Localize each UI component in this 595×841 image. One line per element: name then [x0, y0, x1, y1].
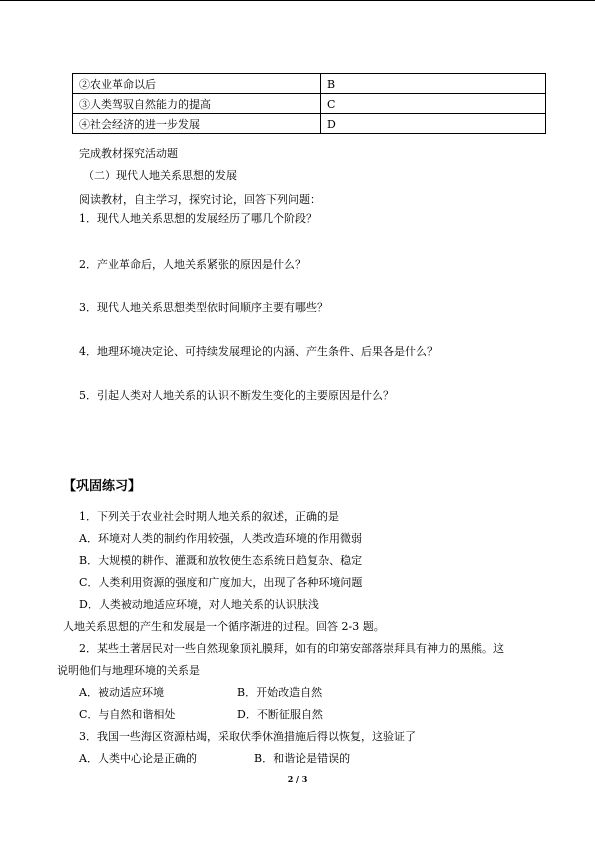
exercise-1-option-d: D．人类被动地适应环境，对人地关系的认识肤浅 — [79, 598, 319, 611]
question-2: 2．产业革命后，人地关系紧张的原因是什么？ — [79, 258, 306, 271]
table-row — [73, 114, 546, 134]
instruction: 阅读教材，自主学习，探究讨论，回答下列问题： — [79, 193, 321, 206]
exercise-2-option-c: C．与自然和谐相处 — [79, 708, 176, 721]
answer-table — [72, 73, 546, 134]
table-cell: D — [321, 114, 546, 134]
exercise-3-option-b: B．和谐论是错误的 — [254, 752, 351, 765]
table-cell: C — [321, 94, 546, 114]
exercise-3-option-a: A．人类中心论是正确的 — [79, 752, 197, 765]
group-intro: 人地关系思想的产生和发展是一个循序渐进的过程。回答 2-3 题。 — [63, 620, 385, 633]
question-5: 5．引起人类对人地关系的认识不断发生变化的主要原因是什么？ — [79, 389, 394, 402]
exercise-2-stem: 2．某些土著居民对一些自然现象顶礼膜拜，如有的印第安部落崇拜具有神力的黑熊。这 — [79, 642, 504, 655]
table-cell: ②农业革命以后 — [73, 74, 321, 94]
practice-heading: 【巩固练习】 — [63, 479, 142, 494]
exercise-2-option-b: B．开始改造自然 — [237, 686, 323, 699]
section-title: （二）现代人地关系思想的发展 — [83, 169, 237, 182]
table-cell: ④社会经济的进一步发展 — [73, 114, 321, 134]
exercise-2-option-d: D．不断征服自然 — [237, 708, 323, 721]
question-3: 3．现代人地关系思想类型依时间顺序主要有哪些？ — [79, 301, 328, 314]
activity-note: 完成教材探究活动题 — [79, 147, 178, 160]
header-rule — [0, 0, 595, 1]
table-cell: ③人类驾驭自然能力的提高 — [73, 94, 321, 114]
exercise-2-stem-cont: 说明他们与地理环境的关系是 — [57, 664, 200, 677]
exercise-1-option-c: C．人类利用资源的强度和广度加大，出现了各种环境问题 — [79, 576, 363, 589]
table-cell: B — [321, 74, 546, 94]
exercise-1-option-b: B．大规模的耕作、灌溉和放牧使生态系统日趋复杂、稳定 — [79, 554, 363, 567]
question-4: 4．地理环境决定论、可持续发展理论的内涵、产生条件、后果各是什么？ — [79, 345, 438, 358]
exercise-2-option-a: A．被动适应环境 — [79, 686, 164, 699]
exercise-1-option-a: A．环境对人类的制约作用较强，人类改造环境的作用微弱 — [79, 532, 362, 545]
exercise-1-stem: 1．下列关于农业社会时期人地关系的叙述，正确的是 — [79, 510, 339, 523]
exercise-3-stem: 3．我国一些海区资源枯竭，采取伏季休渔措施后得以恢复，这验证了 — [79, 730, 416, 743]
question-1: 1．现代人地关系思想的发展经历了哪几个阶段？ — [79, 212, 317, 225]
table-row — [73, 94, 546, 114]
page-number: 2 / 3 — [287, 774, 308, 784]
table-row — [73, 74, 546, 94]
